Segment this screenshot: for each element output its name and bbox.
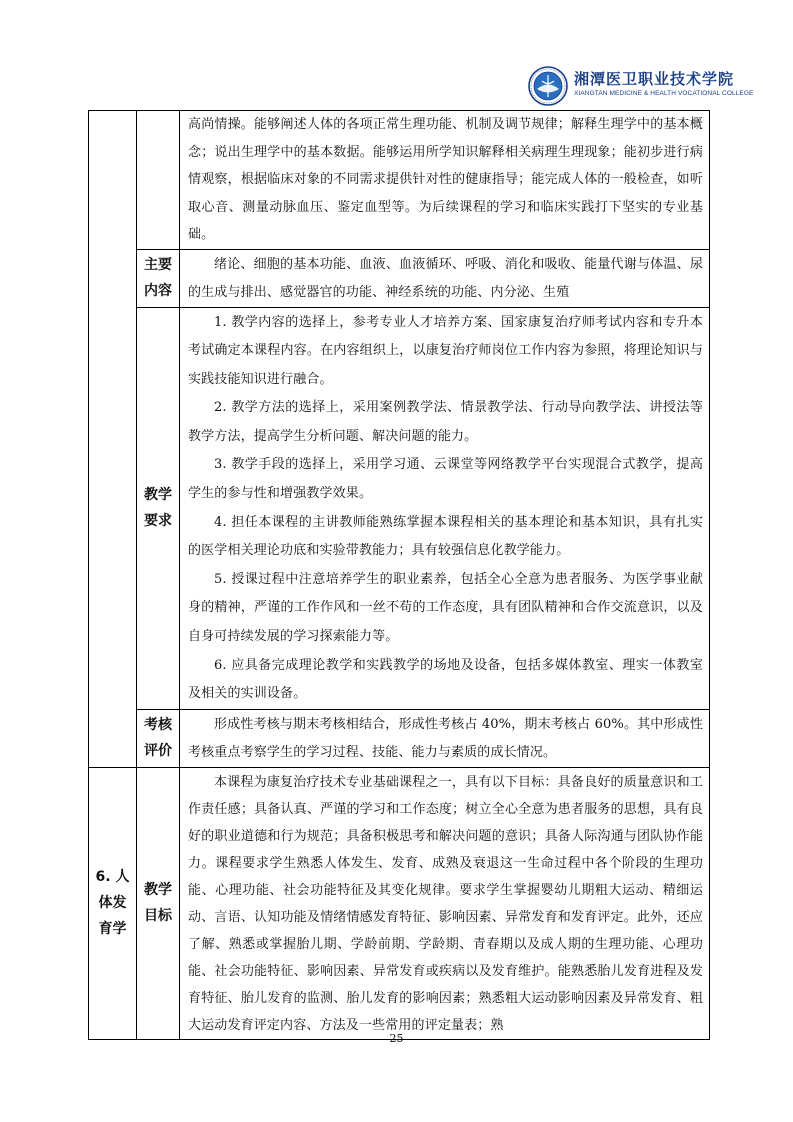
page-number: 25 [389, 1032, 404, 1045]
course-name-cell-prev [89, 111, 137, 768]
college-name-en: XIANGTAN MEDICINE & HEALTH VOCATIONAL COLLEGE [574, 90, 754, 97]
table-row [89, 767, 710, 1039]
requirements-label: 教学 要求 [144, 487, 172, 530]
goal-text: 本课程为康复治疗技术专业基础课程之一，具有以下目标：具备良好的质量意识和工作责任感；具备认真、严谨的学习和工作态度；树立全心全意为患者服务的思想，具有良好的职业道德和行为规范；具备积极思考和解决问题的意识；具备人际沟通与团队协作能力。课程要求学生熟悉人体发生、发育、成熟及衰退这一生命过程中各个阶段的生理功能、心理功能、社会功能特征及其变化规律。要求学生掌握婴幼儿期粗大运动、精细运动、言语、认知功能及情绪情感发育特征、影响因素、异常发育和发育评定。此外，还应了解、熟悉或掌握胎儿期、学龄前期、学龄期、青春期以及成人期的生理功能、心理功能、社会功能特征、影响因素、异常发育或疾病以及发育维护。能熟悉胎儿发育进程及发育特征、胎儿发育的监测、胎儿发育的影响因素；熟悉粗大运动影响因素及异常发育、粗大运动发育评定内容、方法及一些常用的评定量表；熟 [188, 774, 703, 1033]
content-label-cell [137, 249, 180, 307]
table-row [89, 249, 710, 307]
content-text: 绪论、细胞的基本功能、血液、血液循环、呼吸、消化和吸收、能量代谢与体温、尿的生成与排出、感觉器官的功能、神经系统的功能、内分泌、生殖 [188, 256, 703, 300]
requirements-label-cell [137, 307, 180, 709]
table-row [89, 307, 710, 709]
assessment-label-cell [137, 709, 180, 767]
label-cell-empty [137, 111, 180, 250]
college-name-cn: 湘潭医卫职业技术学院 [574, 70, 735, 88]
requirement-item-1: 1. 教学内容的选择上，参考专业人才培养方案、国家康复治疗师考试内容和专升本考试确定本课程内容。在内容组织上，以康复治疗师岗位工作内容为参照，将理论知识与实践技能知识进行融合。 [188, 314, 703, 387]
goal-continuation-text: 高尚情操。能够阐述人体的各项正常生理功能、机制及调节规律；解释生理学中的基本概念；说出生理学中的基本数据。能够运用所学知识解释相关病理生理现象；能初步进行病情观察，根据临床对象的不同需求提供针对性的健康指导；能完成人体的一般检查，如听取心音、测量动脉血压、鉴定血型等。为后续课程的学习和临床实践打下坚实的专业基础。 [188, 117, 703, 242]
assessment-label: 考核 评价 [144, 717, 172, 760]
page-header [528, 66, 754, 110]
goal-text-cell [180, 767, 710, 1039]
assessment-text: 形成性考核与期末考核相结合，形成性考核占 40%，期末考核占 60%。其中形成性考核重点考察学生的学习过程、技能、能力与素质的成长情况。 [188, 716, 703, 760]
requirement-item-5: 5. 授课过程中注意培养学生的职业素养，包括全心全意为患者服务、为医学事业献身的精神，严谨的工作作风和一丝不苟的工作态度，具有团队精神和合作交流意识，以及自身可持续发展的学习探索能力等。 [188, 571, 703, 645]
course-table [88, 110, 710, 1040]
content-text-cell [180, 249, 710, 307]
requirement-item-2: 2. 教学方法的选择上，采用案例教学法、情景教学法、行动导向教学法、讲授法等教学方法，提高学生分析问题、解决问题的能力。 [188, 400, 703, 444]
table-row [89, 709, 710, 767]
course-name: 6. 人 体发 育学 [95, 869, 130, 938]
college-seal-icon [528, 66, 568, 106]
table-row [89, 111, 710, 250]
goal-label-cell [137, 767, 180, 1039]
goal-label: 教学 目标 [144, 882, 172, 925]
requirement-item-3: 3. 教学手段的选择上，采用学习通、云课堂等网络教学平台实现混合式教学，提高学生的参与性和增强教学效果。 [188, 457, 703, 502]
assessment-text-cell [180, 709, 710, 767]
goal-continuation-cell [180, 111, 710, 250]
requirements-text-cell [180, 307, 710, 709]
requirement-item-6: 6. 应具备完成理论教学和实践教学的场地及设备，包括多媒体教室、理实一体教室及相关的实训设备。 [188, 657, 703, 702]
requirement-item-4: 4. 担任本课程的主讲教师能熟练掌握本课程相关的基本理论和基本知识，具有扎实的医学相关理论功底和实验带教能力；具有较强信息化教学能力。 [188, 514, 703, 559]
content-label: 主要 内容 [144, 257, 172, 299]
course-name-cell [89, 767, 137, 1039]
